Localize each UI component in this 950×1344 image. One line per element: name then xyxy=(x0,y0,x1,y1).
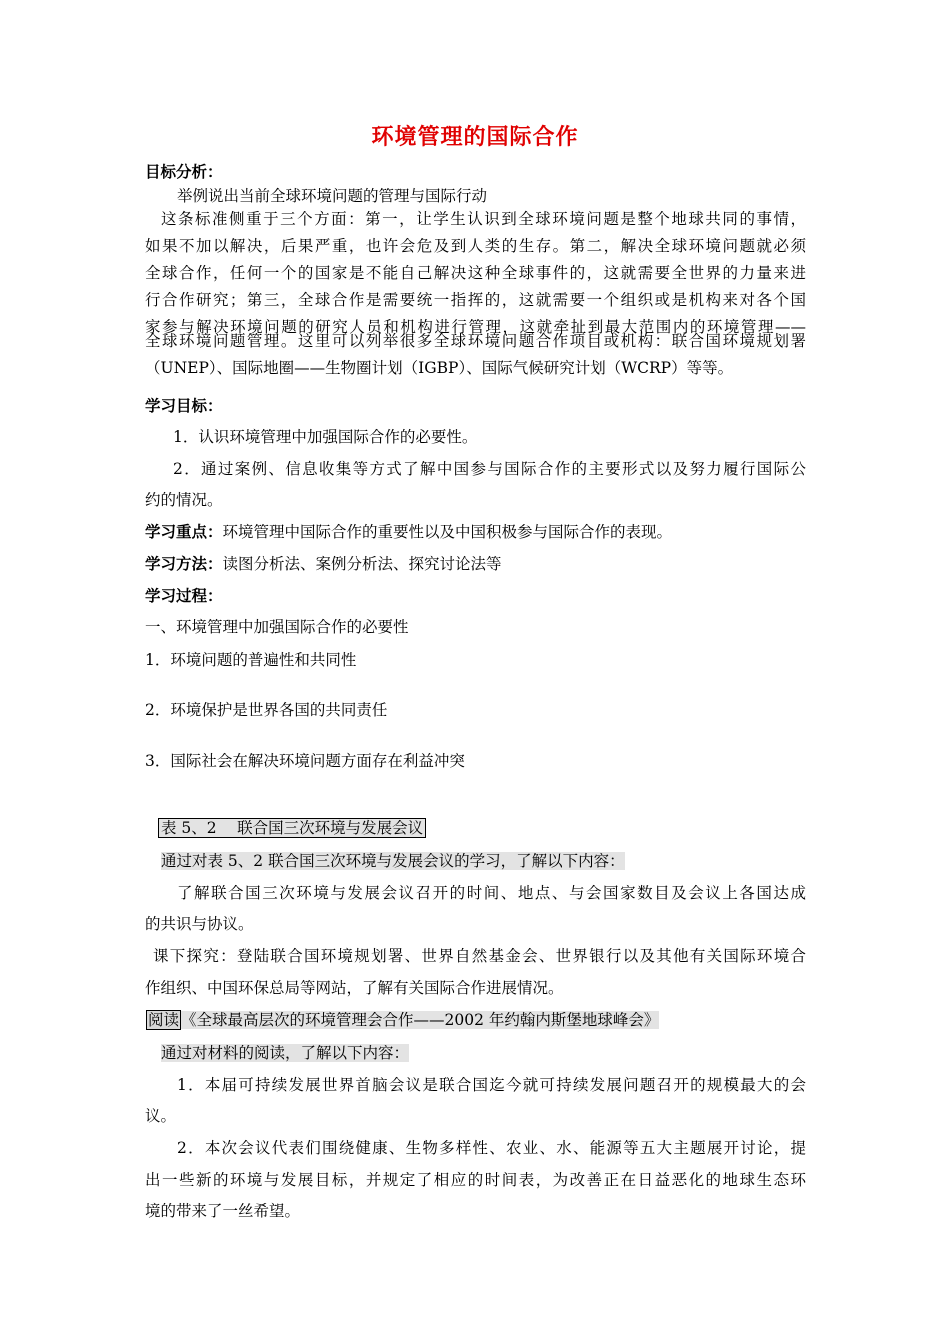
reading-intro xyxy=(161,1043,831,1063)
methods-label: 学习方法： xyxy=(145,554,223,573)
key-points-label: 学习重点： xyxy=(145,522,223,541)
analysis-line-7: （UNEP）、国际地圈——生物圈计划（IGBP）、国际气候研究计划（WCRP）等等。 xyxy=(145,359,734,377)
table-reference-label: 表 5、2 联合国三次环境与发展会议 xyxy=(158,818,426,838)
standard-text: 举例说出当前全球环境问题的管理与国际行动 xyxy=(177,187,488,205)
table-intro xyxy=(161,851,831,871)
learning-goal-2-line-2: 约的情况。 xyxy=(145,491,223,509)
reading-heading xyxy=(146,1010,816,1030)
reading-item-2-line-2: 出一些新的环境与发展目标，并规定了相应的时间表，为改善正在日益恶化的地球生态环 xyxy=(145,1171,806,1189)
process-point-3: 3．国际社会在解决环境问题方面存在利益冲突 xyxy=(145,752,465,770)
process-heading: 学习过程： xyxy=(145,586,223,605)
methods xyxy=(145,554,815,574)
analysis-line-6: 全球环境问题管理。这里可以列举很多全球环境问题合作项目或机构：联合国环境规划署 xyxy=(145,332,806,350)
process-point-2: 2．环境保护是世界各国的共同责任 xyxy=(145,701,388,719)
explore-line-2: 作组织、中国环保总局等网站，了解有关国际合作进展情况。 xyxy=(145,979,564,997)
table-content-line-1: 了解联合国三次环境与发展会议召开的时间、地点、与会国家数目及会议上各国达成 xyxy=(177,884,806,902)
analysis-line-3: 全球合作，任何一个的国家是不能自己解决这种全球事件的，这就需要全世界的力量来进 xyxy=(145,264,806,282)
key-points-text: 环境管理中国际合作的重要性以及中国积极参与国际合作的表现。 xyxy=(222,523,673,541)
analysis-line-2: 如果不加以解决，后果严重，也许会危及到人类的生存。第二，解决全球环境问题就必须 xyxy=(145,237,806,255)
reading-item-1-line-2: 议。 xyxy=(145,1107,177,1125)
key-points xyxy=(145,522,815,542)
reading-item-1-line-1: 1．本届可持续发展世界首脑会议是联合国迄今就可持续发展问题召开的规模最大的会 xyxy=(177,1076,806,1094)
page-title: 环境管理的国际合作 xyxy=(371,124,579,150)
methods-text: 读图分析法、案例分析法、探究讨论法等 xyxy=(222,555,502,573)
explore-line-1: 课下探究：登陆联合国环境规划署、世界自然基金会、世界银行以及其他有关国际环境合 xyxy=(153,947,806,965)
reading-item-2-line-1: 2．本次会议代表们围绕健康、生物多样性、农业、水、能源等五大主题展开讨论，提 xyxy=(177,1139,806,1157)
reading-intro-text: 通过对材料的阅读，了解以下内容： xyxy=(161,1044,410,1062)
section-1-heading: 一、环境管理中加强国际合作的必要性 xyxy=(145,618,409,636)
learning-goal-2-line-1: 2．通过案例、信息收集等方式了解中国参与国际合作的主要形式以及努力履行国际公 xyxy=(173,460,806,478)
table-content-line-2: 的共识与协议。 xyxy=(145,915,254,933)
process-point-1: 1．环境问题的普遍性和共同性 xyxy=(145,651,357,669)
reading-item-2-line-3: 境的带来了一丝希望。 xyxy=(145,1202,301,1220)
analysis-line-4: 行合作研究；第三，全球合作是需要统一指挥的，这就需要一个组织或是机构来对各个国 xyxy=(145,291,806,309)
analysis-line-5: 家参与解决环境问题的研究人员和机构进行管理，这就牵扯到最大范围内的环境管理—— xyxy=(145,318,806,336)
analysis-line-1: 这条标准侧重于三个方面：第一，让学生认识到全球环境问题是整个地球共同的事情， xyxy=(161,210,806,228)
table-intro-text: 通过对表 5、2 联合国三次环境与发展会议的学习，了解以下内容： xyxy=(161,852,625,870)
learning-goals-heading: 学习目标： xyxy=(145,396,223,415)
goal-analysis-heading: 目标分析： xyxy=(145,162,223,181)
reading-title: 《全球最高层次的环境管理会合作——2002 年约翰内斯堡地球峰会》 xyxy=(181,1011,660,1029)
reading-tag: 阅读 xyxy=(148,1011,180,1029)
table-reference xyxy=(158,818,828,838)
learning-goal-1: 1．认识环境管理中加强国际合作的必要性。 xyxy=(173,428,478,446)
